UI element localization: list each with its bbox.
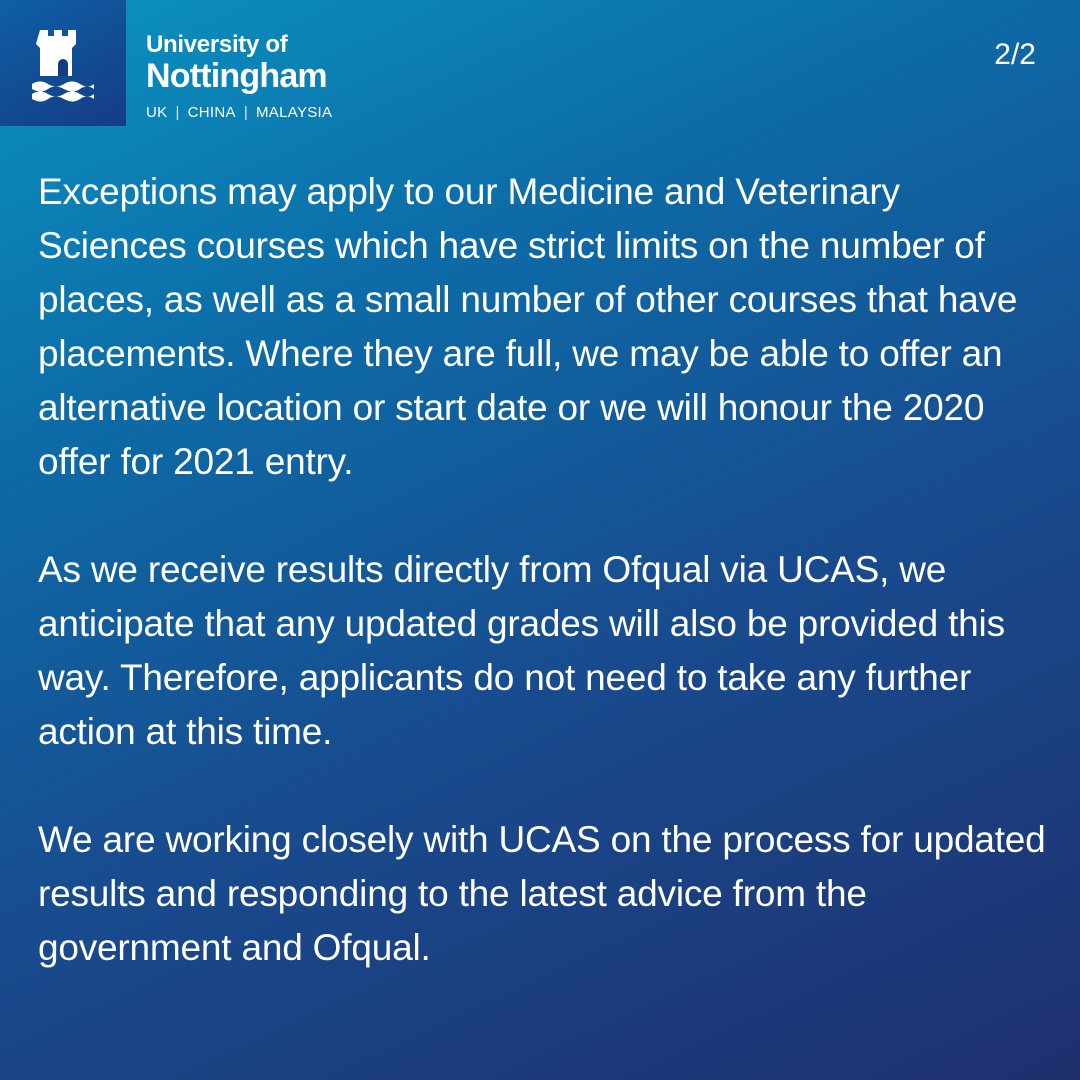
campus-uk: UK (146, 104, 168, 121)
page-counter: 2/2 (994, 38, 1036, 71)
wordmark-line-1: University of (146, 31, 288, 58)
campus-malaysia: MALAYSIA (256, 104, 333, 121)
announcement-body (38, 165, 1048, 1029)
university-wordmark (146, 32, 332, 122)
campus-separator: | (243, 104, 249, 121)
university-logo (0, 0, 126, 126)
wordmark-line-2: Nottingham (146, 57, 327, 95)
campus-list (146, 104, 332, 122)
castle-crest-icon (28, 24, 98, 104)
campus-china: CHINA (187, 104, 236, 121)
paragraph-results: As we receive results directly from Ofqual via UCAS, we anticipate that any updated grades will also be provided this way. Therefore, applicants do not need to take any further action at this time. (38, 549, 1005, 752)
campus-separator: | (175, 104, 180, 121)
paragraph-ucas: We are working closely with UCAS on the process for updated results and responding to the latest advice from the government and Ofqual. (38, 819, 1046, 968)
paragraph-exceptions: Exceptions may apply to our Medicine and Veterinary Sciences courses which have strict limits on the number of places, as well as a small number of other courses that have placements. Where they are full, we may be able to offer an alternative location or start date or we will honour the 2020 offer for 2021 entry. (38, 171, 1018, 482)
